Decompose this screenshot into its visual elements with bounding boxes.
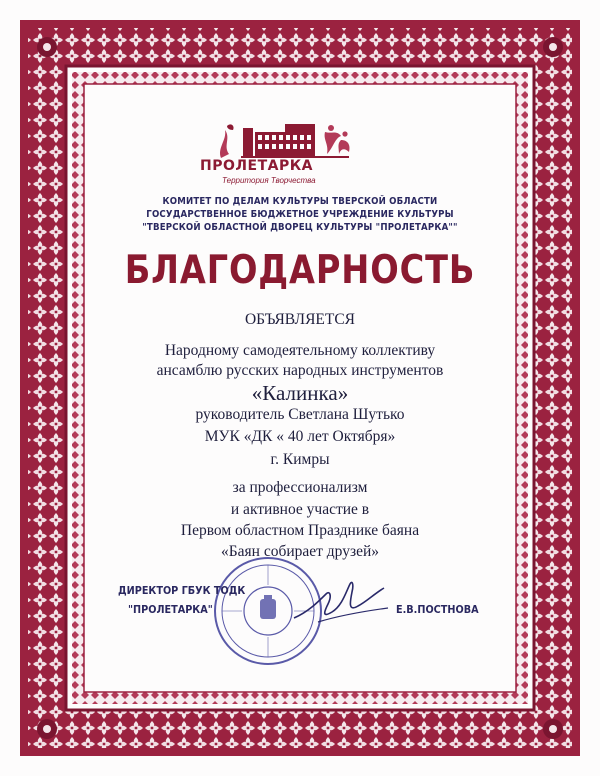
signer-name: Е.В.ПОСТНОВА [396,603,479,616]
handwritten-signature [288,572,398,632]
certificate-title: БЛАГОДАРНОСТЬ [124,248,476,293]
leader-line: руководитель Светлана Шутько [195,406,405,423]
reason-line-2: и активное участие в [230,501,370,518]
logo-name: ПРОЛЕТАРКА [200,158,313,174]
logo-tagline: Территория Творчества [222,176,316,185]
signer-position-line-2: "ПРОЛЕТАРКА" [128,603,213,616]
signer-position-line-1: ДИРЕКТОР ГБУК ТОДК [118,584,246,597]
organization-line: МУК «ДК « 40 лет Октября» [204,428,396,445]
header-line-3: "ТВЕРСКОЙ ОБЛАСТНОЙ ДВОРЕЦ КУЛЬТУРЫ "ПРОЛЕТАРКА"" [142,222,458,233]
recipient-line-1: Народному самодеятельному коллективу [164,342,436,359]
recipient-line-2: ансамблю русских народных инструментов [156,362,444,379]
event-name: «Баян собирает друзей» [220,543,380,560]
ensemble-name: «Калинка» [251,381,349,405]
city-line: г. Кимры [270,451,330,468]
announce-text: ОБЪЯВЛЯЕТСЯ [244,311,356,328]
reason-line-1: за профессионализм [232,479,368,496]
reason-line-3: Первом областном Празднике баяна [180,522,420,539]
header-line-1: КОМИТЕТ ПО ДЕЛАМ КУЛЬТУРЫ ТВЕРСКОЙ ОБЛАСТИ [162,196,438,207]
header-line-2: ГОСУДАРСТВЕННОЕ БЮДЖЕТНОЕ УЧРЕЖДЕНИЕ КУЛЬТУРЫ [146,209,454,220]
